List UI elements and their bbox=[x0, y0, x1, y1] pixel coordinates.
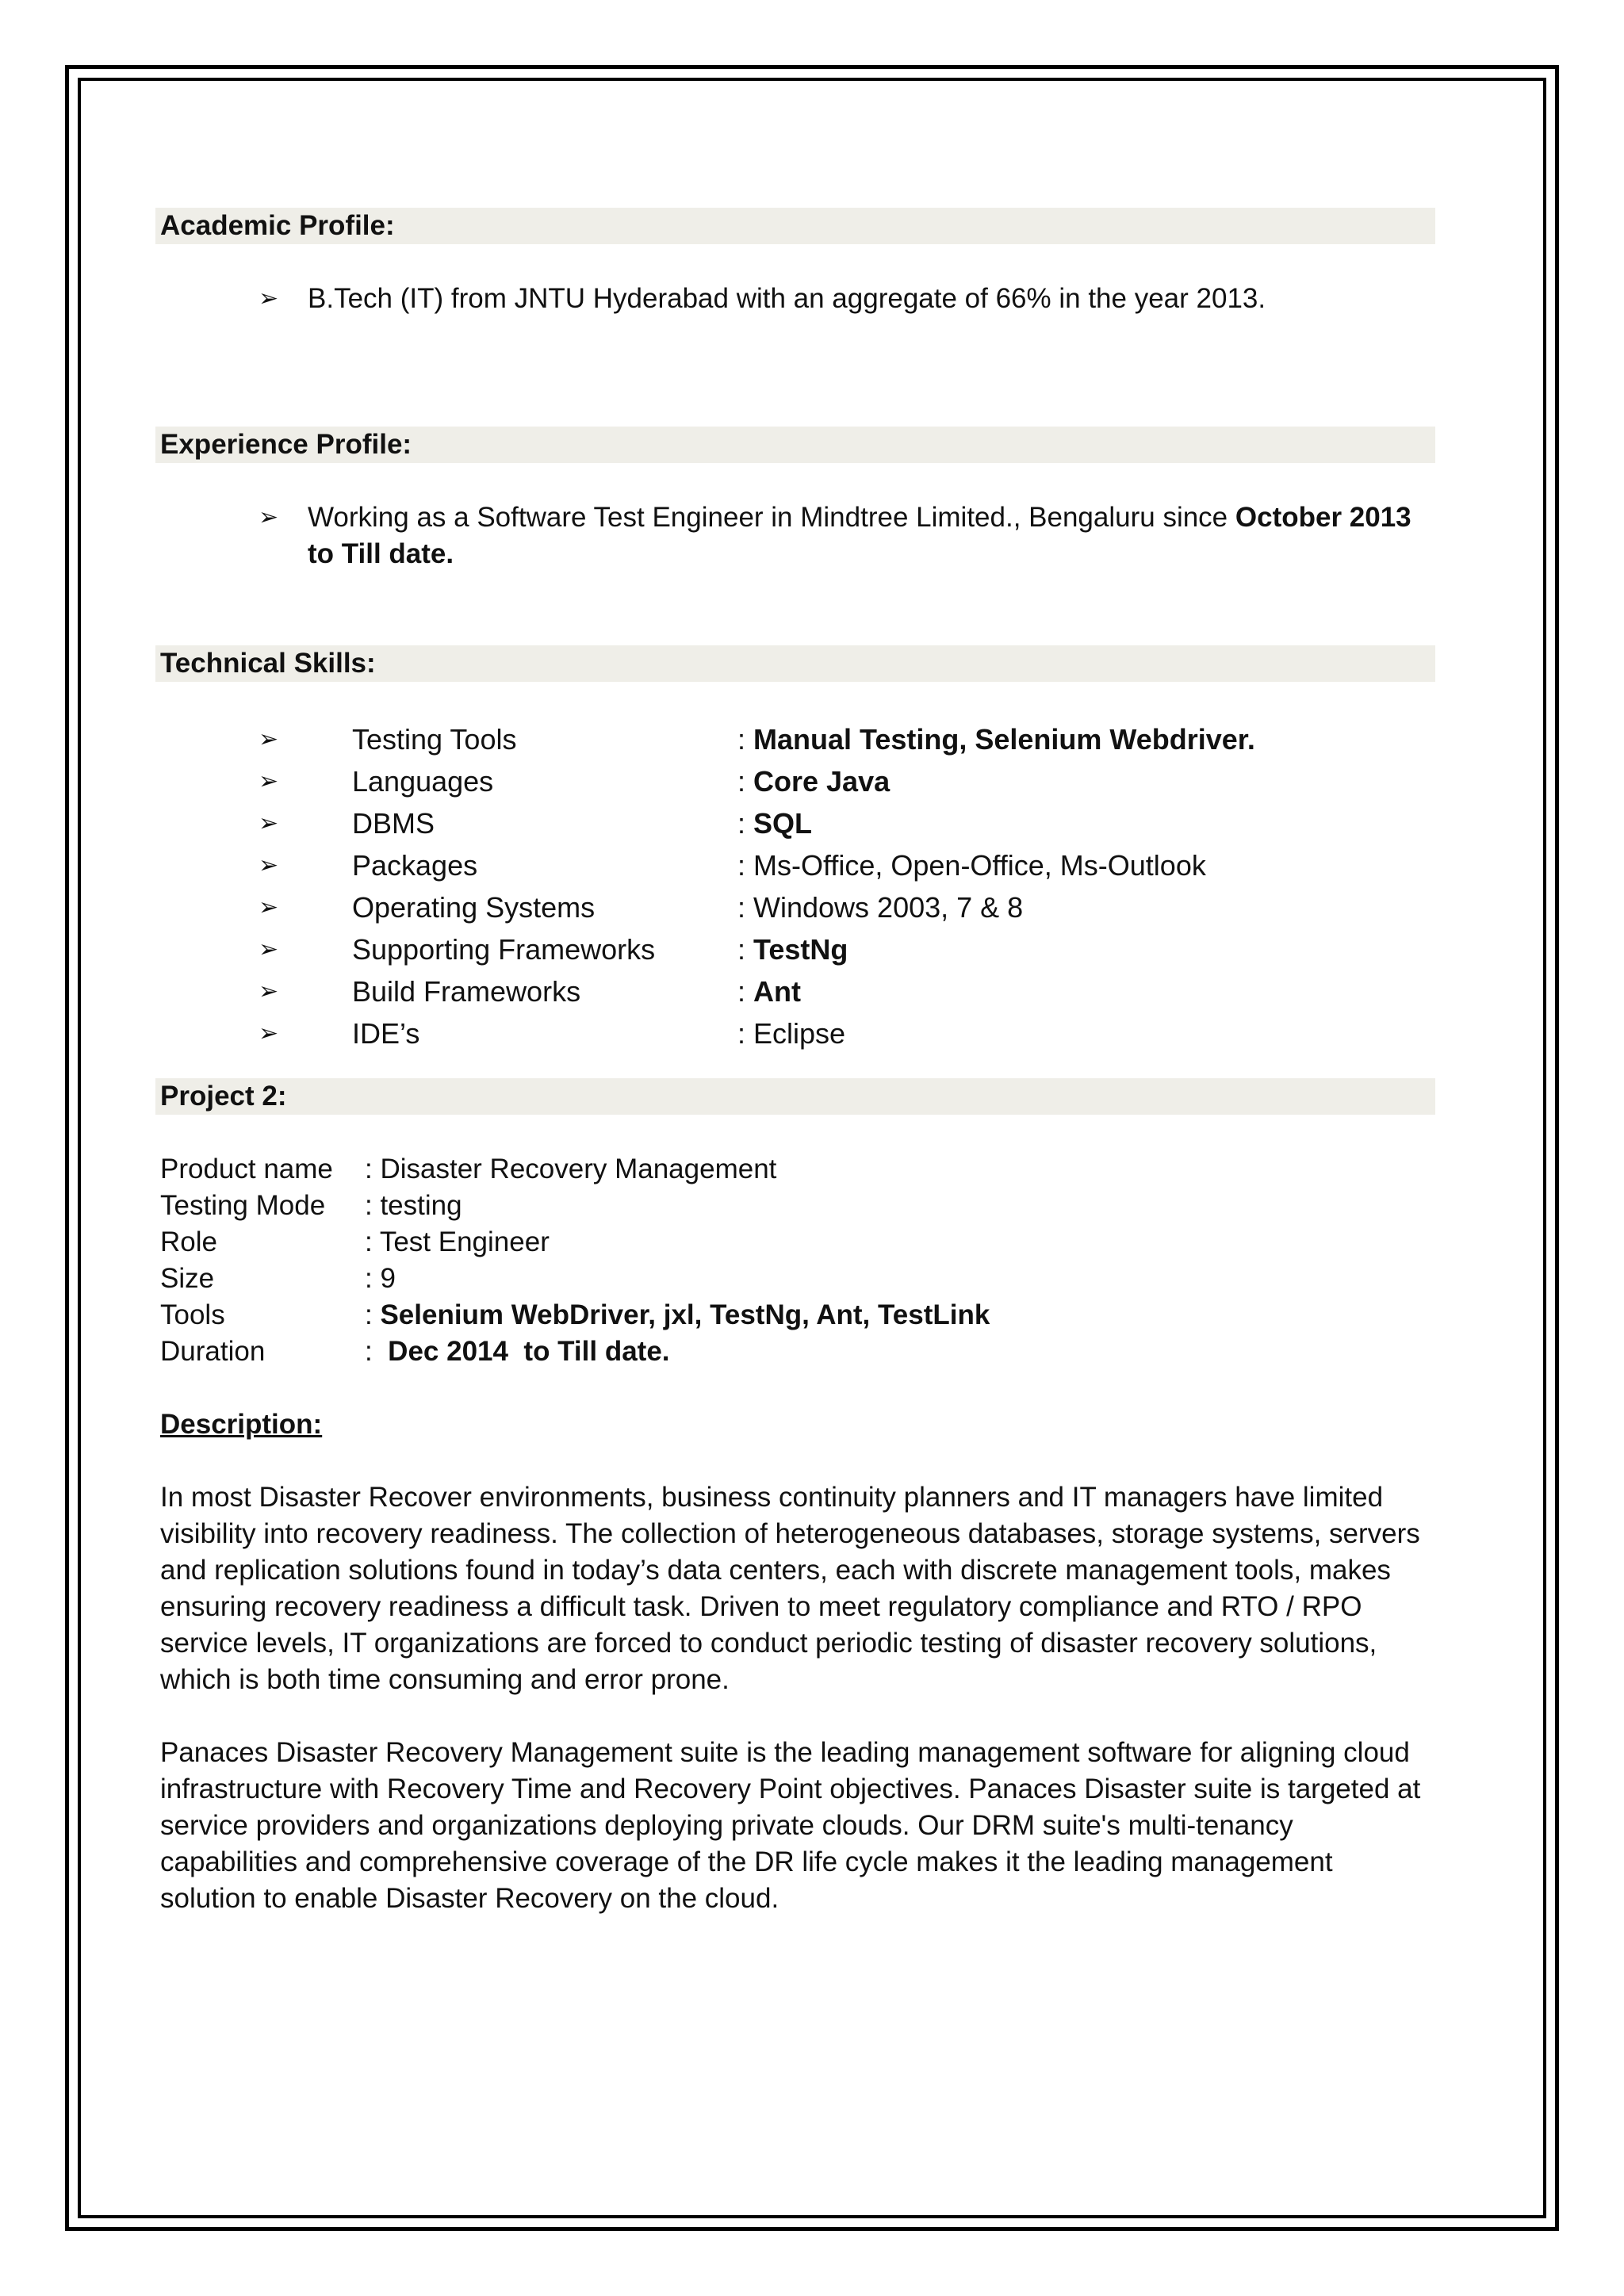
experience-item-dates: October 2013 to Till date. bbox=[308, 502, 1411, 569]
technical-skills-header: Technical Skills: bbox=[155, 645, 1435, 682]
project-detail-label: Duration bbox=[160, 1336, 266, 1367]
project-detail-value-text: testing bbox=[380, 1190, 462, 1221]
arrowhead-bullet-icon: ➢ bbox=[259, 894, 279, 921]
description-title: Description: bbox=[160, 1409, 323, 1440]
skill-label: DBMS bbox=[352, 807, 435, 840]
skill-value bbox=[737, 970, 801, 1012]
project-detail-label: Testing Mode bbox=[160, 1190, 326, 1221]
skill-value-text: TestNg bbox=[753, 933, 848, 966]
skill-label: Supporting Frameworks bbox=[352, 933, 656, 966]
skill-value-text: Ant bbox=[753, 975, 801, 1008]
project-detail-value-text: Disaster Recovery Management bbox=[380, 1154, 777, 1184]
skill-value bbox=[737, 928, 848, 970]
colon-separator: : bbox=[365, 1336, 381, 1367]
experience-profile-header: Experience Profile: bbox=[155, 427, 1435, 463]
project-detail-value bbox=[365, 1297, 990, 1334]
colon-separator: : bbox=[365, 1299, 381, 1330]
skill-row bbox=[155, 844, 1435, 886]
skill-row bbox=[155, 802, 1435, 844]
academic-item-text: B.Tech (IT) from JNTU Hyderabad with an aggregate of 66% in the year 2013. bbox=[308, 283, 1266, 314]
colon-separator: : bbox=[737, 975, 754, 1008]
skill-row bbox=[155, 886, 1435, 928]
project-detail-row bbox=[155, 1261, 1435, 1297]
description-paragraph: Panaces Disaster Recovery Management suite is the leading management software for aligning cloud infrastructure with Recovery Time and Recovery Point objectives. Panaces Disaster suite is targeted at service providers and organizations deploying private clouds. Our DRM suite's multi-tenancy capabilities and comprehensive coverage of the DR life cycle makes it the leading management solution to enable Disaster Recovery on the cloud. bbox=[160, 1737, 1421, 1914]
project-detail-label: Tools bbox=[160, 1299, 225, 1330]
skill-value-text: SQL bbox=[753, 807, 813, 840]
skill-label: IDE’s bbox=[352, 1017, 420, 1050]
skill-value bbox=[737, 718, 1255, 760]
colon-separator: : bbox=[737, 765, 754, 798]
skill-value-text: Ms-Office, Open-Office, Ms-Outlook bbox=[753, 849, 1206, 882]
arrowhead-bullet-icon: ➢ bbox=[259, 767, 279, 795]
skill-value bbox=[737, 802, 812, 844]
experience-item bbox=[155, 499, 1435, 572]
project-detail-row bbox=[155, 1151, 1435, 1188]
project-detail-value bbox=[365, 1334, 670, 1370]
skill-row bbox=[155, 718, 1435, 760]
experience-item-text: Working as a Software Test Engineer in Mindtree Limited., Bengaluru since bbox=[308, 502, 1235, 533]
project-detail-value bbox=[365, 1261, 396, 1297]
skill-value bbox=[737, 1012, 845, 1054]
skill-label: Testing Tools bbox=[352, 723, 517, 756]
skill-label: Build Frameworks bbox=[352, 975, 581, 1008]
project-detail-value-text: Test Engineer bbox=[379, 1226, 550, 1257]
project-detail-value bbox=[365, 1188, 462, 1224]
academic-item bbox=[155, 281, 1435, 317]
skill-value bbox=[737, 760, 890, 802]
project-detail-value-text: Selenium WebDriver, jxl, TestNg, Ant, TestLink bbox=[380, 1299, 990, 1330]
colon-separator: : bbox=[737, 891, 754, 924]
skill-label: Languages bbox=[352, 765, 494, 798]
academic-profile-header: Academic Profile: bbox=[155, 208, 1435, 244]
project-detail-row bbox=[155, 1224, 1435, 1261]
arrowhead-bullet-icon: ➢ bbox=[259, 851, 279, 879]
skills-list bbox=[155, 718, 1435, 1054]
skill-value-text: Core Java bbox=[753, 765, 891, 798]
project-detail-value-text: Dec 2014 to Till date. bbox=[380, 1336, 670, 1367]
project-detail-label: Size bbox=[160, 1263, 215, 1294]
colon-separator: : bbox=[737, 723, 754, 756]
skill-value-text: Eclipse bbox=[753, 1017, 846, 1050]
skill-value-text: Manual Testing, Selenium Webdriver. bbox=[753, 723, 1255, 756]
arrowhead-bullet-icon: ➢ bbox=[259, 978, 279, 1005]
arrowhead-bullet-icon: ➢ bbox=[259, 1020, 279, 1047]
arrowhead-bullet-icon: ➢ bbox=[259, 503, 279, 531]
project-detail-value bbox=[365, 1151, 776, 1188]
skill-value bbox=[737, 886, 1023, 928]
skill-row bbox=[155, 1012, 1435, 1054]
skill-value bbox=[737, 844, 1206, 886]
colon-separator: : bbox=[737, 1017, 754, 1050]
project-detail-row bbox=[155, 1297, 1435, 1334]
colon-separator: : bbox=[737, 849, 754, 882]
resume-page bbox=[155, 208, 1435, 1917]
skill-row bbox=[155, 928, 1435, 970]
project-detail-row bbox=[155, 1188, 1435, 1224]
arrowhead-bullet-icon: ➢ bbox=[259, 285, 279, 312]
colon-separator: : bbox=[737, 933, 754, 966]
skill-value-text: Windows 2003, 7 & 8 bbox=[753, 891, 1024, 924]
colon-separator: : bbox=[365, 1190, 381, 1221]
arrowhead-bullet-icon: ➢ bbox=[259, 725, 279, 753]
colon-separator: : bbox=[365, 1226, 380, 1257]
skill-label: Packages bbox=[352, 849, 478, 882]
project-detail-label: Product name bbox=[160, 1154, 333, 1184]
skill-row bbox=[155, 760, 1435, 802]
arrowhead-bullet-icon: ➢ bbox=[259, 809, 279, 837]
description-paragraph: In most Disaster Recover environments, business continuity planners and IT managers have limited visibility into recovery readiness. The collection of heterogeneous databases, storage systems, servers and replication solutions found in today’s data centers, each with discrete management tools, makes ensuring recovery readiness a difficult task. Driven to meet regulatory compliance and RTO / RPO service levels, IT organizations are forced to conduct periodic testing of disaster recovery solutions, which is both time consuming and error prone. bbox=[160, 1482, 1420, 1695]
project-detail-value bbox=[365, 1224, 550, 1261]
skill-row bbox=[155, 970, 1435, 1012]
project-detail-label: Role bbox=[160, 1226, 217, 1257]
colon-separator: : bbox=[737, 807, 754, 840]
project-detail-value-text: 9 bbox=[380, 1263, 396, 1294]
project-header: Project 2: bbox=[155, 1078, 1435, 1115]
colon-separator: : bbox=[365, 1263, 381, 1294]
arrowhead-bullet-icon: ➢ bbox=[259, 936, 279, 963]
colon-separator: : bbox=[365, 1154, 381, 1184]
project-details bbox=[155, 1151, 1435, 1370]
skill-label: Operating Systems bbox=[352, 891, 596, 924]
project-detail-row bbox=[155, 1334, 1435, 1370]
